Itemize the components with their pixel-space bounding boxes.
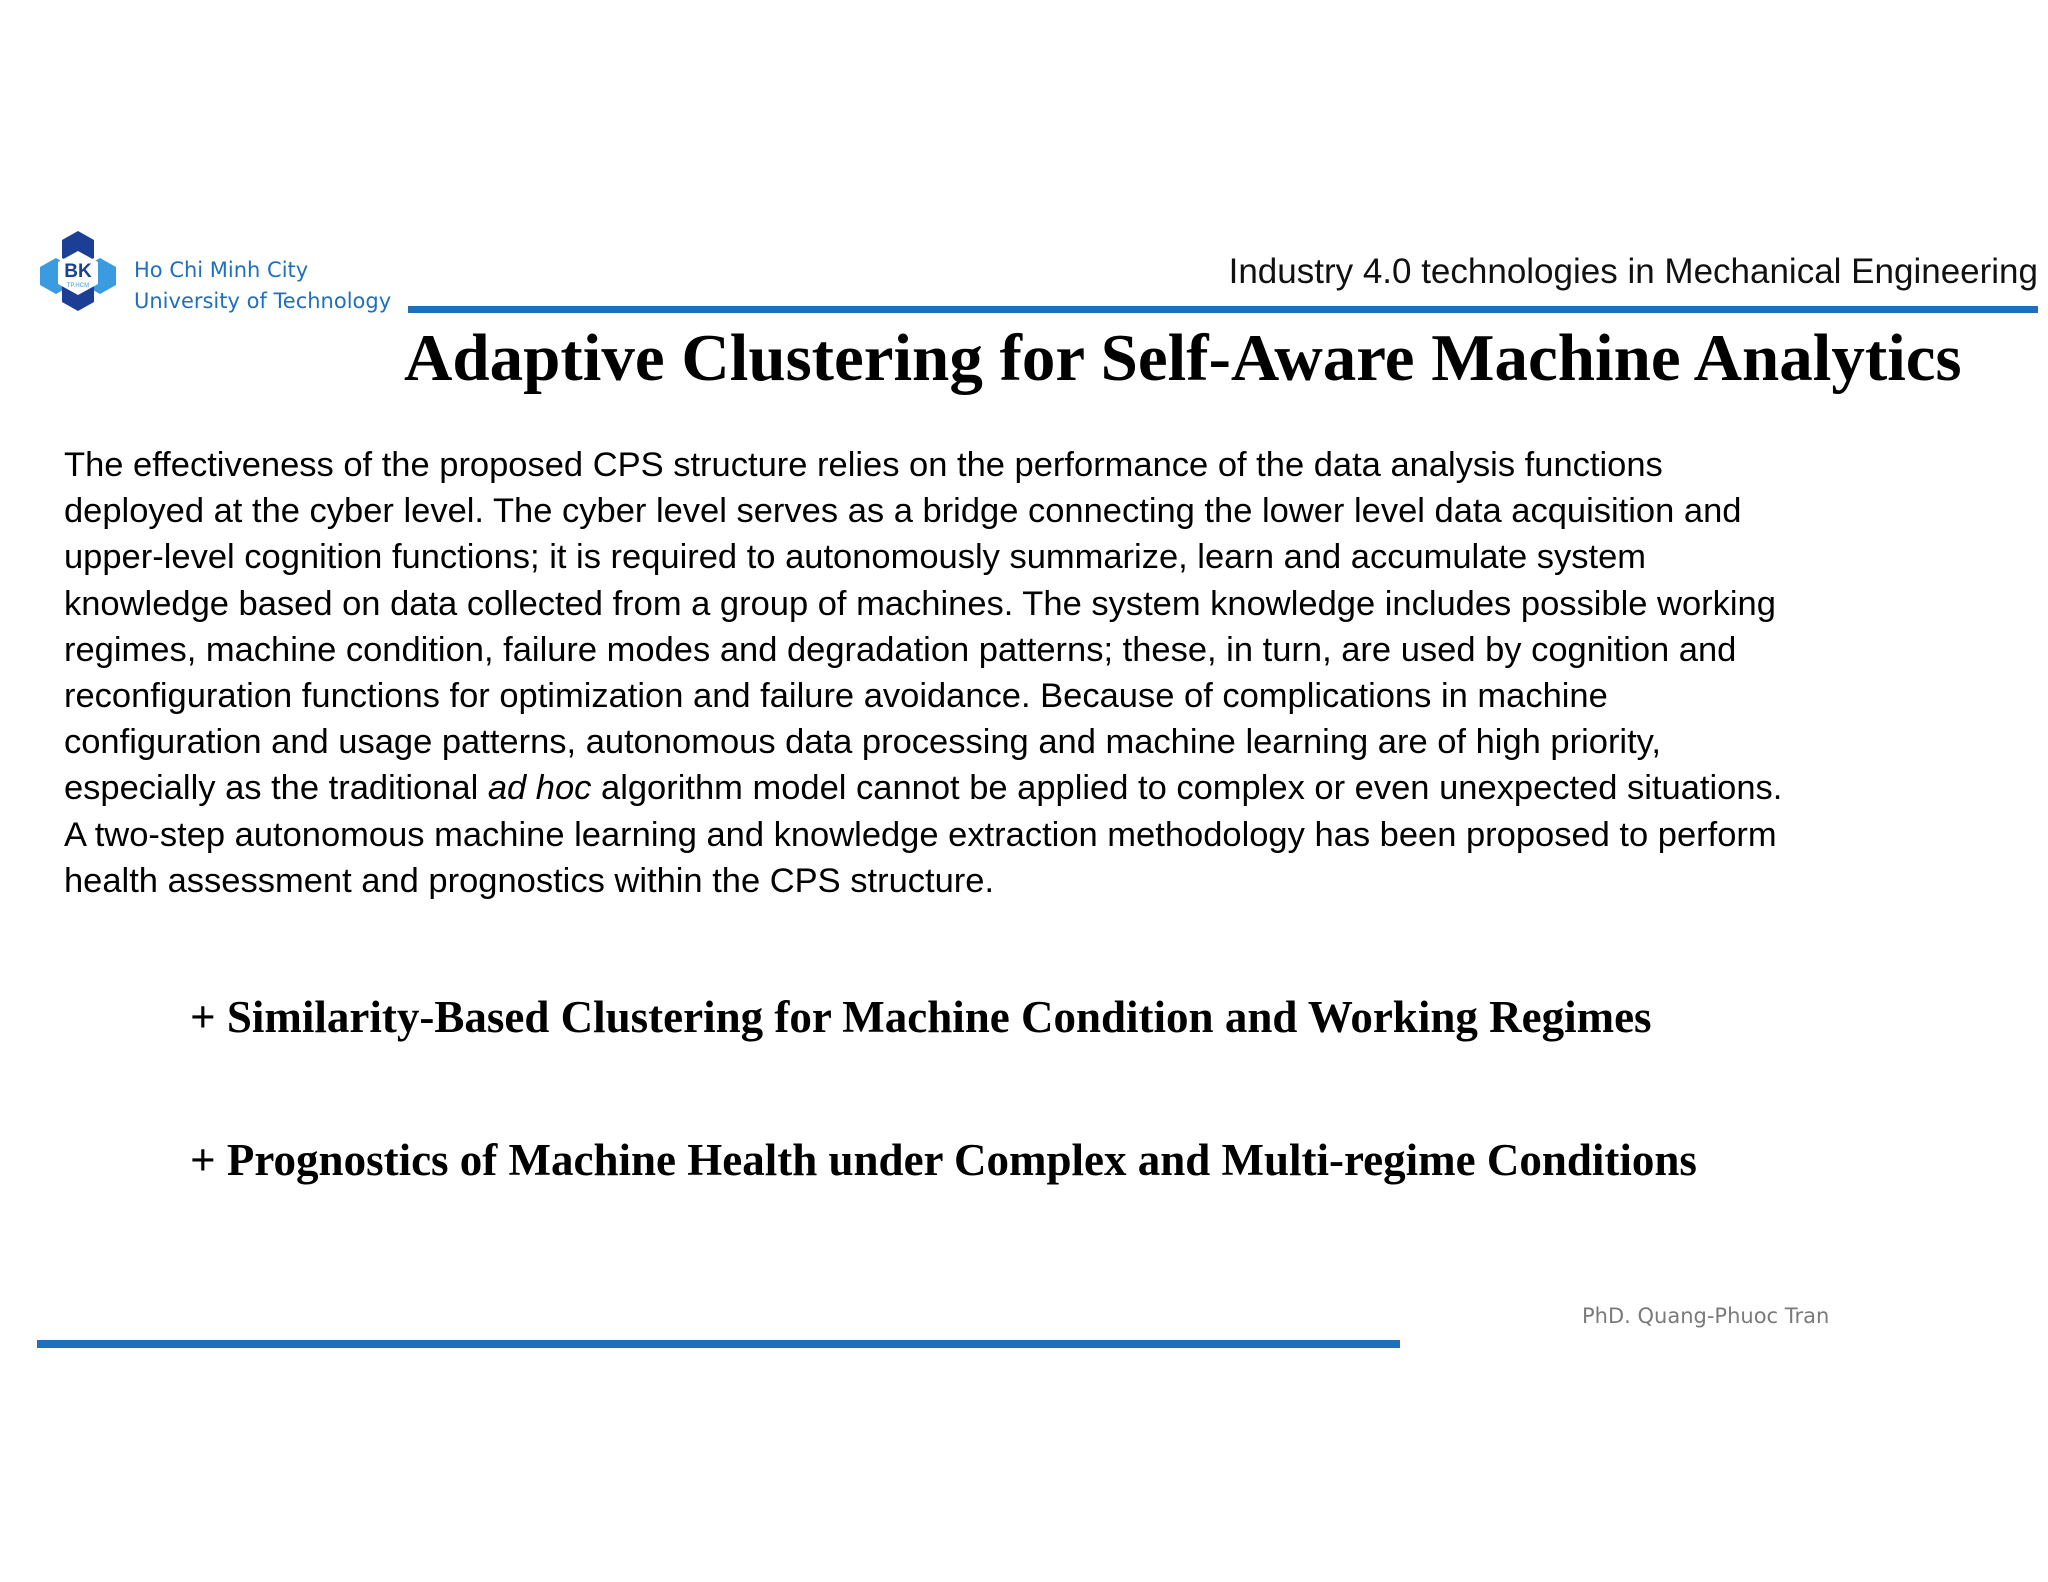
body-paragraph bbox=[64, 442, 2024, 904]
paragraph-line: A two-step autonomous machine learning and knowledge extraction methodology has been proposed to perform bbox=[64, 815, 1777, 854]
paragraph-line: reconfiguration functions for optimization and failure avoidance. Because of complications in machine bbox=[64, 677, 1608, 716]
logo-subtext: TP.HCM bbox=[66, 283, 90, 289]
header-divider bbox=[408, 306, 2038, 313]
line8-after: algorithm model cannot be applied to complex or even unexpected situations. bbox=[591, 769, 1783, 808]
university-line-2: University of Technology bbox=[134, 289, 392, 313]
paragraph-line: upper-level cognition functions; it is required to autonomously summarize, learn and accumulate system bbox=[64, 538, 1647, 577]
paragraph-line: deployed at the cyber level. The cyber level serves as a bridge connecting the lower level data acquisition and bbox=[64, 492, 1742, 531]
logo-text: BK bbox=[64, 261, 92, 282]
paragraph-line: The effectiveness of the proposed CPS structure relies on the performance of the data analysis functions bbox=[64, 446, 1663, 484]
line8-before: especially as the traditional bbox=[64, 769, 488, 808]
bullet-prognostics: + Prognostics of Machine Health under Complex and Multi-regime Conditions bbox=[190, 1135, 1697, 1185]
paragraph-line: knowledge based on data collected from a group of machines. The system knowledge includes possible working bbox=[64, 584, 1776, 623]
ad-hoc-italic: ad hoc bbox=[487, 769, 592, 808]
university-logo bbox=[36, 229, 120, 313]
slide-title: Adaptive Clustering for Self-Aware Machine Analytics bbox=[404, 321, 1962, 395]
author-credit: PhD. Quang-Phuoc Tran bbox=[1582, 1304, 1830, 1328]
university-line-1: Ho Chi Minh City bbox=[134, 258, 309, 282]
paragraph-line: configuration and usage patterns, autonomous data processing and machine learning are of high priority, bbox=[64, 723, 1661, 762]
footer-divider bbox=[37, 1340, 1400, 1348]
paragraph-line bbox=[64, 765, 2024, 811]
bullet-similarity-clustering: + Similarity-Based Clustering for Machine Condition and Working Regimes bbox=[190, 992, 1652, 1042]
paragraph-line: health assessment and prognostics within the CPS structure. bbox=[64, 861, 995, 900]
course-title: Industry 4.0 technologies in Mechanical Engineering bbox=[1228, 252, 2038, 291]
university-name bbox=[134, 255, 391, 317]
paragraph-line: regimes, machine condition, failure modes and degradation patterns; these, in turn, are used by cognition and bbox=[64, 630, 1737, 669]
